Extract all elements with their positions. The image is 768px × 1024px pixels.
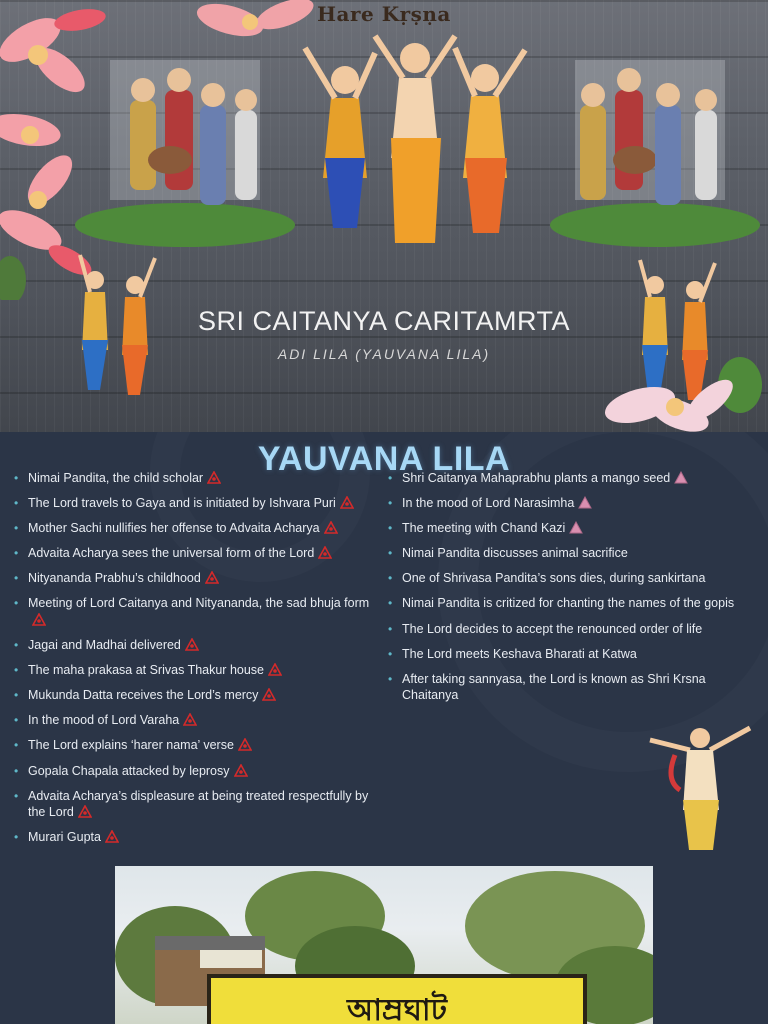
red-warning-triangle-icon xyxy=(78,805,92,818)
list-item: • The Lord explains ‘harer nama’ verse xyxy=(14,737,386,754)
pink-triangle-icon xyxy=(569,521,583,534)
list-item: • Mukunda Datta receives the Lord’s mercy xyxy=(14,687,386,704)
dancing-figure xyxy=(645,720,755,860)
list-item: • The maha prakasa at Srivas Thakur house xyxy=(14,662,386,679)
list-item: • The meeting with Chand Kazi xyxy=(388,520,760,537)
list-item: • Meeting of Lord Caitanya and Nityananda, the sad bhuja form xyxy=(14,595,386,628)
red-warning-triangle-icon xyxy=(185,638,199,651)
list-item: • In the mood of Lord Narasimha xyxy=(388,495,760,512)
gaura-nitai-dancing xyxy=(295,28,535,263)
list-item: • Advaita Acharya’s displeasure at being treated respectfully by the Lord xyxy=(14,788,386,821)
red-warning-triangle-icon xyxy=(318,546,332,559)
list-item: • The Lord decides to accept the renounced order of life xyxy=(388,621,760,638)
title-slide xyxy=(0,0,768,432)
left-topic-list xyxy=(14,470,386,854)
kirtan-scene-right xyxy=(545,20,765,250)
red-warning-triangle-icon xyxy=(105,830,119,843)
red-warning-triangle-icon xyxy=(238,738,252,751)
red-warning-triangle-icon xyxy=(262,688,276,701)
list-item: • After taking sannyasa, the Lord is known as Shri Krsna Chaitanya xyxy=(388,671,760,704)
banner-title: Hare Kṛṣṇa xyxy=(317,2,451,26)
red-warning-triangle-icon xyxy=(340,496,354,509)
list-item: • Murari Gupta xyxy=(14,829,386,846)
right-topic-list xyxy=(388,470,760,712)
slide-subtitle: ADI LILA (YAUVANA LILA) xyxy=(277,346,491,362)
list-item: • In the mood of Lord Varaha xyxy=(14,712,386,729)
list-item: • One of Shrivasa Pandita’s sons dies, during sankirtana xyxy=(388,570,760,587)
list-item: • Nityananda Prabhu’s childhood xyxy=(14,570,386,587)
list-item: • Shri Caitanya Mahaprabhu plants a mango seed xyxy=(388,470,760,487)
red-warning-triangle-icon xyxy=(183,713,197,726)
red-warning-triangle-icon xyxy=(324,521,338,534)
place-name-sign xyxy=(207,974,587,1024)
list-item: • Advaita Acharya sees the universal form of the Lord xyxy=(14,545,386,562)
list-item: • Nimai Pandita is critized for chanting the names of the gopis xyxy=(388,595,760,612)
pink-triangle-icon xyxy=(674,471,688,484)
frangipani-flowers-right xyxy=(600,355,768,432)
kirtan-scene-left xyxy=(70,20,300,250)
list-title: YAUVANA LILA xyxy=(257,440,511,478)
village-sign-photo xyxy=(115,866,653,1024)
list-item: • The Lord meets Keshava Bharati at Katwa xyxy=(388,646,760,663)
red-warning-triangle-icon xyxy=(207,471,221,484)
photo-slide xyxy=(0,866,768,1024)
slide-title: SRI CAITANYA CARITAMRTA xyxy=(197,306,571,336)
pink-triangle-icon xyxy=(578,496,592,509)
list-item: • Jagai and Madhai delivered xyxy=(14,637,386,654)
red-warning-triangle-icon xyxy=(234,764,248,777)
red-warning-triangle-icon xyxy=(268,663,282,676)
list-item: • The Lord travels to Gaya and is initiated by Ishvara Puri xyxy=(14,495,386,512)
red-warning-triangle-icon xyxy=(205,571,219,584)
list-item: • Mother Sachi nullifies her offense to Advaita Acharya xyxy=(14,520,386,537)
list-item: • Gopala Chapala attacked by leprosy xyxy=(14,763,386,780)
list-item: • Nimai Pandita discusses animal sacrifice xyxy=(388,545,760,562)
list-item: • Nimai Pandita, the child scholar xyxy=(14,470,386,487)
list-slide xyxy=(0,432,768,864)
red-warning-triangle-icon xyxy=(32,613,46,626)
sign-text: আম্রঘাট xyxy=(347,993,447,1024)
